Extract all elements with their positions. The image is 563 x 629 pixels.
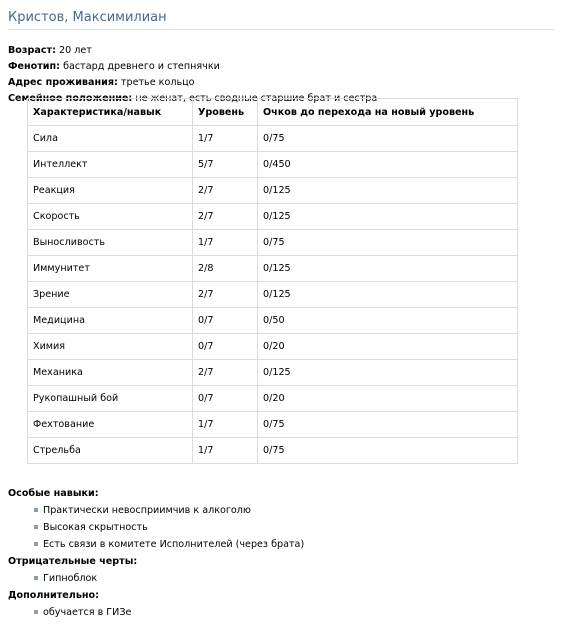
cell-level: 2/8: [193, 256, 258, 282]
info-address: [8, 75, 554, 91]
header-points: Очков до перехода на новый уровень: [258, 99, 518, 126]
info-label: Семейное положение:: [8, 93, 133, 104]
special-skills-list: [8, 502, 554, 553]
cell-skill: Механика: [28, 360, 193, 386]
list-item: [34, 570, 554, 587]
cell-level: 0/7: [193, 386, 258, 412]
header-skill: Характеристика/навык: [28, 99, 193, 126]
cell-level: 5/7: [193, 152, 258, 178]
table-row: [28, 126, 518, 152]
cell-level: 1/7: [193, 412, 258, 438]
info-value: бастард древнего и степнячки: [63, 61, 220, 72]
table-row: [28, 152, 518, 178]
table-row: [28, 256, 518, 282]
cell-points: 0/20: [258, 386, 518, 412]
cell-skill: Выносливость: [28, 230, 193, 256]
list-item-text: Высокая скрытность: [43, 522, 148, 533]
table-row: [28, 204, 518, 230]
cell-level: 2/7: [193, 204, 258, 230]
bullet-icon: [34, 508, 38, 512]
info-label: Возраст:: [8, 45, 56, 56]
cell-points: 0/75: [258, 438, 518, 464]
cell-points: 0/125: [258, 282, 518, 308]
cell-skill: Скорость: [28, 204, 193, 230]
cell-points: 0/125: [258, 178, 518, 204]
extra-heading: Дополнительно:: [8, 590, 99, 601]
cell-level: 1/7: [193, 230, 258, 256]
negative-traits-heading: Отрицательные черты:: [8, 556, 138, 567]
list-item-text: обучается в ГИЗе: [43, 607, 132, 618]
info-label: Фенотип:: [8, 61, 60, 72]
table-row: [28, 230, 518, 256]
list-item: [34, 519, 554, 536]
cell-skill: Медицина: [28, 308, 193, 334]
bullet-icon: [34, 525, 38, 529]
table-row: [28, 360, 518, 386]
cell-skill: Фехтование: [28, 412, 193, 438]
cell-skill: Реакция: [28, 178, 193, 204]
list-item: [34, 536, 554, 553]
table-row: [28, 178, 518, 204]
table-header-row: [28, 99, 518, 126]
page-title: Кристов, Максимилиан: [8, 0, 554, 30]
cell-skill: Сила: [28, 126, 193, 152]
cell-level: 1/7: [193, 438, 258, 464]
header-level: Уровень: [193, 99, 258, 126]
cell-points: 0/125: [258, 204, 518, 230]
cell-points: 0/75: [258, 230, 518, 256]
cell-points: 0/125: [258, 360, 518, 386]
skills-table: [27, 98, 518, 464]
table-row: [28, 334, 518, 360]
bullet-icon: [34, 610, 38, 614]
table-row: [28, 308, 518, 334]
cell-points: 0/75: [258, 412, 518, 438]
table-row: [28, 386, 518, 412]
cell-level: 1/7: [193, 126, 258, 152]
cell-skill: Интеллект: [28, 152, 193, 178]
info-age: [8, 43, 554, 59]
info-label: Адрес проживания:: [8, 77, 118, 88]
negative-traits-section: [8, 553, 554, 587]
table-row: [28, 438, 518, 464]
cell-points: 0/450: [258, 152, 518, 178]
cell-level: 2/7: [193, 360, 258, 386]
special-skills-heading: Особые навыки:: [8, 488, 99, 499]
cell-skill: Стрельба: [28, 438, 193, 464]
bullet-icon: [34, 542, 38, 546]
list-item-text: Практически невосприимчив к алкоголю: [43, 505, 252, 516]
table-row: [28, 282, 518, 308]
cell-skill: Химия: [28, 334, 193, 360]
list-item-text: Гипноблок: [43, 573, 98, 584]
extra-list: [8, 604, 554, 621]
cell-points: 0/20: [258, 334, 518, 360]
table-row: [28, 412, 518, 438]
info-phenotype: [8, 59, 554, 75]
cell-points: 0/75: [258, 126, 518, 152]
list-item: [34, 502, 554, 519]
info-value: 20 лет: [58, 45, 92, 56]
cell-skill: Зрение: [28, 282, 193, 308]
list-item: [34, 604, 554, 621]
info-value: третье кольцо: [120, 77, 195, 88]
cell-level: 0/7: [193, 308, 258, 334]
list-item-text: Есть связи в комитете Исполнителей (через брата): [43, 539, 305, 550]
negative-traits-list: [8, 570, 554, 587]
cell-skill: Рукопашный бой: [28, 386, 193, 412]
cell-level: 2/7: [193, 282, 258, 308]
cell-points: 0/50: [258, 308, 518, 334]
special-skills-section: [8, 485, 554, 553]
extra-section: [8, 587, 554, 621]
profile-page: [8, 0, 554, 107]
cell-level: 0/7: [193, 334, 258, 360]
bullet-icon: [34, 576, 38, 580]
cell-skill: Иммунитет: [28, 256, 193, 282]
cell-points: 0/125: [258, 256, 518, 282]
cell-level: 2/7: [193, 178, 258, 204]
info-value: не женат, есть сводные старшие брат и сестра: [135, 93, 378, 104]
